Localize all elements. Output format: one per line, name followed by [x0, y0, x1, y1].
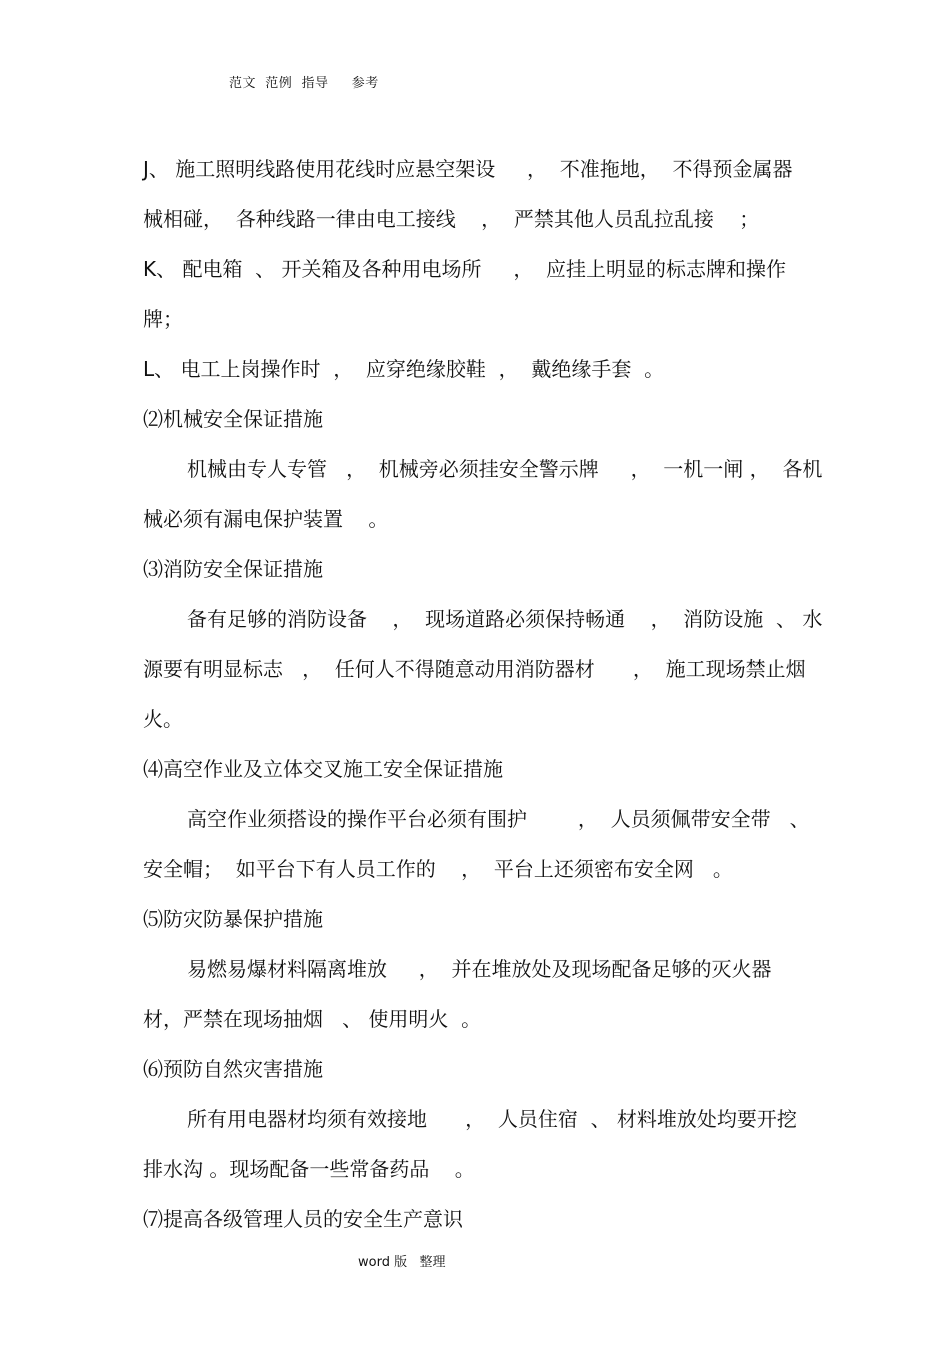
text-line: 所有用电器材均须有效接地 ， 人员住宿 、 材料堆放处均要开挖 — [187, 1107, 797, 1131]
text-line: 械必须有漏电保护装置 。 — [143, 507, 389, 531]
text-line: K、 配电箱 、 开关箱及各种用电场所 ， 应挂上明显的标志牌和操作 — [143, 257, 787, 281]
page-header: 范文 范例 指导 参考 — [229, 76, 379, 91]
text-line: 机械由专人专管 ， 机械旁必须挂安全警示牌 ， 一机一闸 ， 各机 — [187, 457, 823, 481]
text-line: 安全帽； 如平台下有人员工作的 ， 平台上还须密布安全网 。 — [143, 857, 733, 881]
page-footer: word 版 整理 — [358, 1255, 446, 1270]
text-line: 易燃易爆材料隔离堆放 ， 并在堆放处及现场配备足够的灭火器 — [187, 957, 772, 981]
text-line: 源要有明显标志 ， 任何人不得随意动用消防器材 ， 施工现场禁止烟 — [143, 657, 806, 681]
section-heading: ⑷高空作业及立体交叉施工安全保证措施 — [143, 757, 503, 781]
text-line: J、 施工照明线路使用花线时应悬空架设 ， 不准拖地， 不得预金属器 — [143, 157, 793, 181]
section-heading: ⑺提高各级管理人员的安全生产意识 — [143, 1207, 463, 1231]
text-line: 备有足够的消防设备 ， 现场道路必须保持畅通 ， 消防设施 、 水 — [187, 607, 823, 631]
text-line: 材，严禁在现场抽烟 、 使用明火 。 — [143, 1007, 482, 1031]
text-line: 火。 — [143, 707, 183, 731]
section-heading: ⑹预防自然灾害措施 — [143, 1057, 323, 1081]
document-body — [143, 152, 823, 1252]
text-line: 排水沟 。现场配备一些常备药品 。 — [143, 1157, 475, 1181]
text-line: 牌； — [143, 307, 183, 331]
text-line: 高空作业须搭设的操作平台必须有围护 ， 人员须佩带安全带 、 — [187, 807, 810, 831]
text-line: 械相碰， 各种线路一律由电工接线 ， 严禁其他人员乱拉乱接 ； — [143, 207, 760, 231]
section-heading: ⑸防灾防暴保护措施 — [143, 907, 323, 931]
text-line: L、 电工上岗操作时 ， 应穿绝缘胶鞋 ， 戴绝缘手套 。 — [143, 357, 665, 381]
section-heading: ⑶消防安全保证措施 — [143, 557, 323, 581]
section-heading: ⑵机械安全保证措施 — [143, 407, 323, 431]
